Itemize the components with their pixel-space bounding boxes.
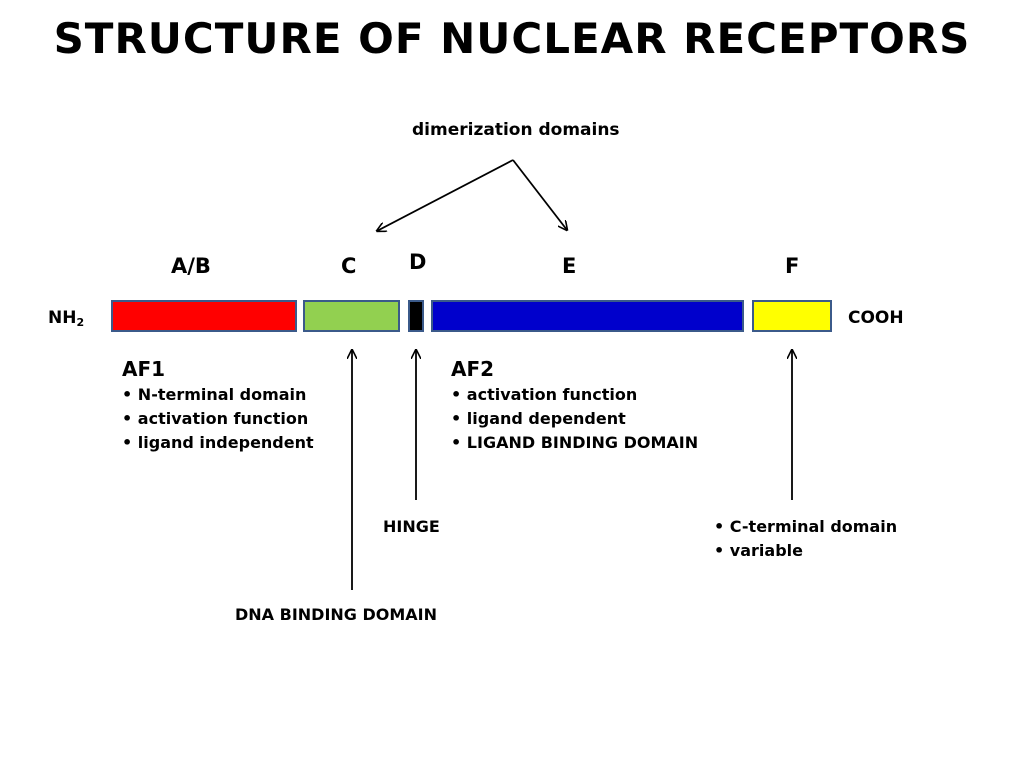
af2-heading: AF2 — [451, 357, 495, 381]
af2-item: • activation function — [451, 383, 698, 407]
segment-label-e: E — [562, 254, 577, 278]
hinge-label: HINGE — [383, 517, 440, 536]
af1-item: • N-terminal domain — [122, 383, 314, 407]
segment-label-f: F — [785, 254, 800, 278]
dimerization-arrow-to-e — [513, 160, 567, 230]
n-terminus-label: $NH_2$ — [48, 308, 85, 329]
segment-label-d: D — [409, 250, 427, 274]
c-terminus-label: COOH — [848, 308, 904, 328]
af2-item: • LIGAND BINDING DOMAIN — [451, 431, 698, 455]
f-note-item: • C-terminal domain — [714, 515, 897, 539]
dimerization-domains-label: dimerization domains — [412, 120, 620, 140]
af1-heading: AF1 — [122, 357, 166, 381]
dimerization-arrow-to-c — [377, 160, 513, 231]
af1-item: • ligand independent — [122, 431, 314, 455]
af2-item: • ligand dependent — [451, 407, 698, 431]
af1-item: • activation function — [122, 407, 314, 431]
segment-label-c: C — [341, 254, 357, 278]
f-note-item: • variable — [714, 539, 897, 563]
page-title: STRUCTURE OF NUCLEAR RECEPTORS — [53, 14, 971, 63]
segment-label-ab: A/B — [171, 254, 211, 278]
dna-binding-domain-label: DNA BINDING DOMAIN — [235, 605, 438, 624]
